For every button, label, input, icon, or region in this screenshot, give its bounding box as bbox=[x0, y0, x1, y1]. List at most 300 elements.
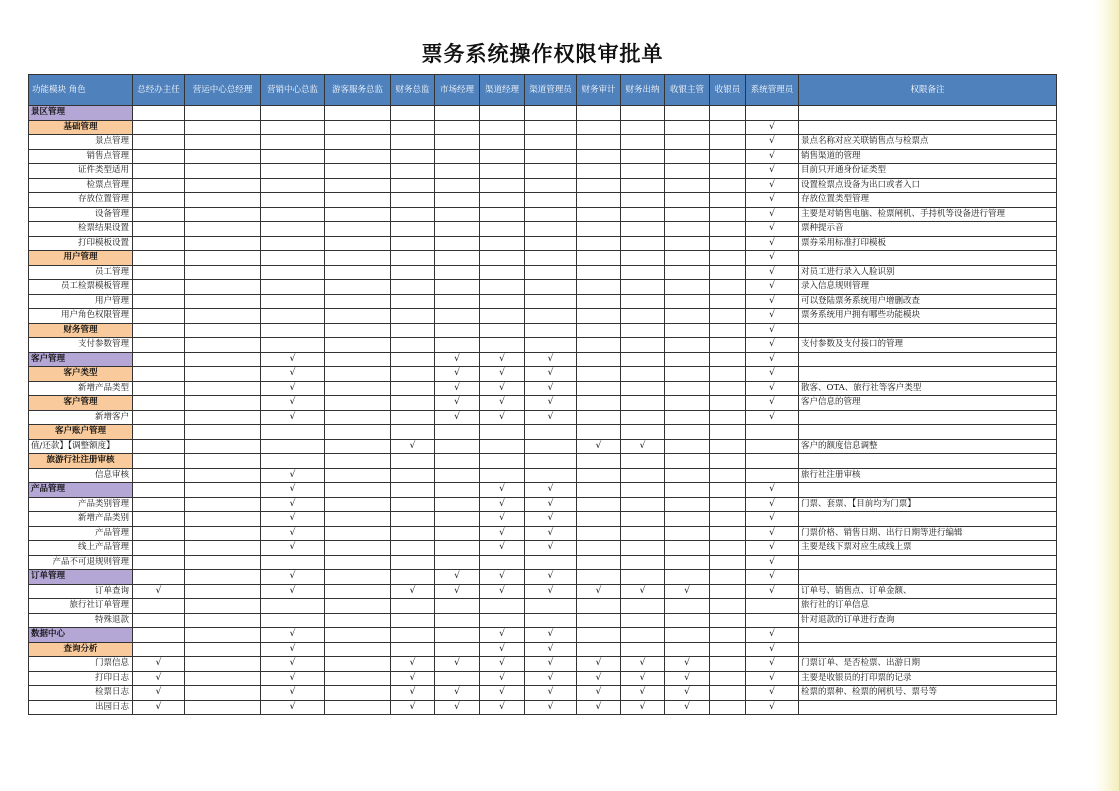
permission-cell bbox=[710, 700, 746, 715]
permission-cell bbox=[577, 454, 621, 469]
permission-cell: √ bbox=[480, 367, 525, 382]
permission-cell bbox=[525, 294, 577, 309]
permission-cell bbox=[665, 352, 710, 367]
permission-cell bbox=[710, 236, 746, 251]
permission-cell bbox=[710, 526, 746, 541]
permission-cell bbox=[710, 338, 746, 353]
permission-cell bbox=[480, 280, 525, 295]
column-header: 财务出纳 bbox=[621, 75, 665, 106]
permission-cell bbox=[577, 251, 621, 266]
permission-cell bbox=[325, 483, 391, 498]
permission-cell bbox=[480, 207, 525, 222]
permission-cell bbox=[525, 338, 577, 353]
permission-cell bbox=[261, 106, 325, 121]
permission-cell bbox=[391, 178, 435, 193]
permission-note-cell bbox=[799, 570, 1057, 585]
permission-cell bbox=[577, 120, 621, 135]
permission-cell: √ bbox=[525, 570, 577, 585]
permission-cell bbox=[621, 642, 665, 657]
function-name-cell: 新增产品类别 bbox=[29, 512, 133, 527]
permission-cell: √ bbox=[746, 135, 799, 150]
permission-cell: √ bbox=[746, 483, 799, 498]
permission-cell bbox=[621, 265, 665, 280]
permission-note-cell bbox=[799, 454, 1057, 469]
permission-cell bbox=[261, 439, 325, 454]
permission-cell bbox=[525, 178, 577, 193]
function-name-cell: 景点管理 bbox=[29, 135, 133, 150]
permission-cell bbox=[325, 439, 391, 454]
permission-cell: √ bbox=[525, 367, 577, 382]
table-row bbox=[29, 207, 1057, 222]
permission-cell bbox=[710, 164, 746, 179]
permission-cell bbox=[577, 483, 621, 498]
permission-cell bbox=[435, 280, 480, 295]
permission-cell bbox=[621, 120, 665, 135]
permission-note-cell bbox=[799, 410, 1057, 425]
permission-cell bbox=[325, 106, 391, 121]
permission-cell bbox=[391, 352, 435, 367]
permission-cell: √ bbox=[577, 657, 621, 672]
permission-cell bbox=[325, 599, 391, 614]
permission-cell bbox=[577, 541, 621, 556]
permission-cell bbox=[325, 367, 391, 382]
permission-note-cell: 检票的票种、检票的闸机号、票号等 bbox=[799, 686, 1057, 701]
permission-cell bbox=[185, 483, 261, 498]
permission-cell bbox=[391, 381, 435, 396]
table-row bbox=[29, 497, 1057, 512]
permission-cell bbox=[577, 367, 621, 382]
permission-cell bbox=[577, 468, 621, 483]
permission-cell: √ bbox=[621, 584, 665, 599]
permission-cell bbox=[710, 294, 746, 309]
permission-cell: √ bbox=[435, 584, 480, 599]
permission-cell: √ bbox=[746, 207, 799, 222]
permission-cell bbox=[577, 599, 621, 614]
table-row bbox=[29, 454, 1057, 469]
permission-cell bbox=[391, 164, 435, 179]
permission-cell bbox=[185, 526, 261, 541]
permission-cell bbox=[185, 149, 261, 164]
permission-cell bbox=[261, 280, 325, 295]
permission-cell bbox=[665, 251, 710, 266]
function-name-cell: 特殊退款 bbox=[29, 613, 133, 628]
permission-cell bbox=[325, 120, 391, 135]
permission-note-cell: 旅行社注册审核 bbox=[799, 468, 1057, 483]
permission-cell bbox=[710, 628, 746, 643]
permission-cell bbox=[185, 410, 261, 425]
permission-cell: √ bbox=[621, 657, 665, 672]
permission-cell bbox=[185, 700, 261, 715]
function-name-cell: 客户管理 bbox=[29, 396, 133, 411]
permission-cell bbox=[621, 599, 665, 614]
function-name-cell: 订单查询 bbox=[29, 584, 133, 599]
permission-cell bbox=[391, 367, 435, 382]
permission-cell bbox=[261, 164, 325, 179]
function-name-cell: 信息审核 bbox=[29, 468, 133, 483]
permission-cell bbox=[577, 642, 621, 657]
permission-cell bbox=[480, 135, 525, 150]
permission-cell bbox=[261, 207, 325, 222]
table-row bbox=[29, 526, 1057, 541]
permission-cell bbox=[710, 425, 746, 440]
permission-cell bbox=[710, 178, 746, 193]
permission-cell bbox=[185, 584, 261, 599]
function-name-cell: 基础管理 bbox=[29, 120, 133, 135]
permission-cell bbox=[435, 178, 480, 193]
permission-cell: √ bbox=[746, 570, 799, 585]
table-row bbox=[29, 193, 1057, 208]
permission-cell bbox=[480, 613, 525, 628]
permission-cell bbox=[325, 381, 391, 396]
permission-cell bbox=[325, 280, 391, 295]
permission-note-cell: 票务系统用户拥有哪些功能模块 bbox=[799, 309, 1057, 324]
permission-note-cell bbox=[799, 367, 1057, 382]
column-header: 营运中心总经理 bbox=[185, 75, 261, 106]
table-row bbox=[29, 700, 1057, 715]
permission-cell bbox=[185, 309, 261, 324]
permission-cell: √ bbox=[480, 396, 525, 411]
permission-cell bbox=[133, 265, 185, 280]
permission-cell: √ bbox=[746, 526, 799, 541]
permission-note-cell: 主要是收银员的打印票的记录 bbox=[799, 671, 1057, 686]
permission-cell: √ bbox=[746, 149, 799, 164]
table-body bbox=[29, 106, 1057, 715]
permission-cell bbox=[710, 149, 746, 164]
permission-cell bbox=[577, 570, 621, 585]
permission-cell bbox=[710, 120, 746, 135]
permission-cell bbox=[391, 309, 435, 324]
permission-cell: √ bbox=[261, 497, 325, 512]
permission-cell: √ bbox=[480, 686, 525, 701]
permission-cell bbox=[435, 164, 480, 179]
permission-cell bbox=[391, 454, 435, 469]
permission-cell bbox=[665, 381, 710, 396]
permission-cell bbox=[133, 526, 185, 541]
permission-cell bbox=[185, 613, 261, 628]
permission-cell bbox=[325, 570, 391, 585]
permission-cell bbox=[710, 367, 746, 382]
permission-cell: √ bbox=[480, 584, 525, 599]
function-name-cell: 打印模板设置 bbox=[29, 236, 133, 251]
permission-cell: √ bbox=[665, 657, 710, 672]
permission-cell bbox=[185, 686, 261, 701]
permission-cell: √ bbox=[577, 686, 621, 701]
permission-cell bbox=[133, 555, 185, 570]
column-header: 营销中心总监 bbox=[261, 75, 325, 106]
permission-cell bbox=[621, 149, 665, 164]
permission-cell bbox=[185, 207, 261, 222]
permission-cell: √ bbox=[261, 483, 325, 498]
permission-cell bbox=[577, 265, 621, 280]
permission-cell: √ bbox=[525, 381, 577, 396]
permission-cell bbox=[185, 570, 261, 585]
permission-cell bbox=[710, 396, 746, 411]
permission-cell bbox=[525, 135, 577, 150]
permission-cell bbox=[480, 178, 525, 193]
permission-cell bbox=[665, 468, 710, 483]
permission-cell: √ bbox=[746, 396, 799, 411]
permission-cell bbox=[325, 251, 391, 266]
table-row bbox=[29, 599, 1057, 614]
table-row bbox=[29, 309, 1057, 324]
permission-cell bbox=[480, 265, 525, 280]
permission-cell: √ bbox=[525, 497, 577, 512]
permission-cell bbox=[621, 497, 665, 512]
permission-cell bbox=[710, 207, 746, 222]
permission-cell bbox=[435, 193, 480, 208]
permission-cell bbox=[621, 367, 665, 382]
table-row bbox=[29, 671, 1057, 686]
permission-cell bbox=[133, 483, 185, 498]
permission-cell bbox=[185, 193, 261, 208]
permission-note-cell bbox=[799, 642, 1057, 657]
permission-cell: √ bbox=[435, 570, 480, 585]
permission-cell bbox=[185, 106, 261, 121]
permission-note-cell: 设置检票点设备为出口或者入口 bbox=[799, 178, 1057, 193]
permission-cell bbox=[391, 570, 435, 585]
permission-cell bbox=[665, 367, 710, 382]
permission-cell bbox=[325, 584, 391, 599]
permission-cell bbox=[325, 454, 391, 469]
permission-cell bbox=[133, 323, 185, 338]
permission-cell: √ bbox=[261, 512, 325, 527]
table-row bbox=[29, 541, 1057, 556]
permission-cell bbox=[480, 468, 525, 483]
table-row bbox=[29, 120, 1057, 135]
permission-cell bbox=[577, 555, 621, 570]
permission-cell: √ bbox=[746, 410, 799, 425]
permission-cell bbox=[577, 178, 621, 193]
header-row bbox=[29, 75, 1057, 106]
permission-cell bbox=[133, 251, 185, 266]
permission-cell bbox=[710, 584, 746, 599]
permission-cell bbox=[710, 352, 746, 367]
permission-cell bbox=[325, 149, 391, 164]
column-header: 总经办主任 bbox=[133, 75, 185, 106]
permission-cell bbox=[325, 628, 391, 643]
permission-cell bbox=[710, 410, 746, 425]
permission-cell: √ bbox=[435, 700, 480, 715]
permission-note-cell: 订单号、销售点、订单金额、 bbox=[799, 584, 1057, 599]
permission-cell bbox=[621, 570, 665, 585]
permission-cell: √ bbox=[746, 178, 799, 193]
permission-cell: √ bbox=[391, 700, 435, 715]
permission-cell bbox=[185, 599, 261, 614]
permission-cell: √ bbox=[746, 512, 799, 527]
permission-cell bbox=[577, 512, 621, 527]
permission-cell bbox=[746, 613, 799, 628]
function-name-cell: 销售点管理 bbox=[29, 149, 133, 164]
column-header: 收银主管 bbox=[665, 75, 710, 106]
permission-cell bbox=[746, 468, 799, 483]
permission-cell bbox=[621, 396, 665, 411]
permission-note-cell: 旅行社的订单信息 bbox=[799, 599, 1057, 614]
function-name-cell: 查询分析 bbox=[29, 642, 133, 657]
permission-note-cell: 散客、OTA、旅行社等客户类型 bbox=[799, 381, 1057, 396]
permission-cell bbox=[435, 497, 480, 512]
column-header: 渠道管理员 bbox=[525, 75, 577, 106]
permission-cell bbox=[185, 512, 261, 527]
function-name-cell: 员工管理 bbox=[29, 265, 133, 280]
permission-cell: √ bbox=[665, 671, 710, 686]
permission-cell bbox=[325, 222, 391, 237]
column-header: 财务审计 bbox=[577, 75, 621, 106]
permission-cell: √ bbox=[435, 686, 480, 701]
permission-cell bbox=[710, 642, 746, 657]
table-row bbox=[29, 512, 1057, 527]
table-row bbox=[29, 106, 1057, 121]
permission-cell: √ bbox=[577, 671, 621, 686]
permission-cell bbox=[577, 628, 621, 643]
permission-cell bbox=[665, 497, 710, 512]
permission-cell bbox=[185, 642, 261, 657]
permission-note-cell: 票券采用标准打印模板 bbox=[799, 236, 1057, 251]
permission-cell bbox=[746, 599, 799, 614]
permission-cell: √ bbox=[133, 657, 185, 672]
permission-cell: √ bbox=[435, 352, 480, 367]
permission-cell bbox=[185, 120, 261, 135]
permission-cell bbox=[577, 236, 621, 251]
permission-cell: √ bbox=[525, 700, 577, 715]
permission-cell bbox=[710, 599, 746, 614]
permission-cell: √ bbox=[261, 367, 325, 382]
permission-cell bbox=[261, 193, 325, 208]
permission-cell bbox=[710, 265, 746, 280]
permission-cell bbox=[710, 454, 746, 469]
permission-cell bbox=[185, 323, 261, 338]
permission-cell bbox=[577, 497, 621, 512]
permission-cell: √ bbox=[480, 657, 525, 672]
permission-cell bbox=[621, 468, 665, 483]
permission-cell bbox=[525, 120, 577, 135]
permission-cell bbox=[665, 439, 710, 454]
permission-cell bbox=[185, 555, 261, 570]
function-name-cell: 数据中心 bbox=[29, 628, 133, 643]
permission-cell bbox=[325, 555, 391, 570]
permission-cell bbox=[621, 541, 665, 556]
permission-cell bbox=[577, 352, 621, 367]
permission-cell: √ bbox=[525, 396, 577, 411]
permission-cell bbox=[391, 222, 435, 237]
permission-cell bbox=[525, 439, 577, 454]
permission-cell bbox=[133, 338, 185, 353]
function-name-cell: 产品管理 bbox=[29, 483, 133, 498]
permission-cell: √ bbox=[391, 584, 435, 599]
permission-cell bbox=[435, 265, 480, 280]
permission-cell bbox=[665, 555, 710, 570]
permission-cell bbox=[621, 193, 665, 208]
permission-cell bbox=[710, 381, 746, 396]
permission-cell bbox=[325, 497, 391, 512]
permission-cell: √ bbox=[746, 323, 799, 338]
permission-cell bbox=[435, 323, 480, 338]
permission-cell bbox=[480, 251, 525, 266]
permission-cell bbox=[325, 526, 391, 541]
permission-cell bbox=[325, 164, 391, 179]
permission-cell bbox=[710, 468, 746, 483]
permission-cell: √ bbox=[746, 700, 799, 715]
permission-cell bbox=[665, 106, 710, 121]
permission-note-cell bbox=[799, 483, 1057, 498]
permission-cell: √ bbox=[480, 381, 525, 396]
table-row bbox=[29, 396, 1057, 411]
permission-cell bbox=[665, 323, 710, 338]
table-row bbox=[29, 323, 1057, 338]
permission-cell bbox=[133, 599, 185, 614]
permission-cell: √ bbox=[746, 309, 799, 324]
permission-cell bbox=[435, 135, 480, 150]
permission-cell bbox=[480, 439, 525, 454]
permission-cell bbox=[480, 236, 525, 251]
permission-cell bbox=[261, 309, 325, 324]
permission-cell bbox=[710, 613, 746, 628]
permission-cell bbox=[480, 193, 525, 208]
permission-cell bbox=[525, 106, 577, 121]
permission-cell bbox=[325, 265, 391, 280]
permission-cell: √ bbox=[746, 497, 799, 512]
permission-cell bbox=[435, 338, 480, 353]
column-header: 权限备注 bbox=[799, 75, 1057, 106]
permission-cell bbox=[435, 628, 480, 643]
column-header: 渠道经理 bbox=[480, 75, 525, 106]
permission-cell bbox=[325, 410, 391, 425]
permission-cell bbox=[710, 570, 746, 585]
permission-cell bbox=[621, 251, 665, 266]
permission-cell: √ bbox=[391, 657, 435, 672]
permission-cell bbox=[710, 555, 746, 570]
permission-cell bbox=[665, 454, 710, 469]
permission-cell bbox=[391, 555, 435, 570]
permission-cell: √ bbox=[133, 584, 185, 599]
permission-cell bbox=[325, 352, 391, 367]
permission-cell bbox=[621, 323, 665, 338]
permission-cell bbox=[665, 236, 710, 251]
permission-cell: √ bbox=[480, 541, 525, 556]
permission-cell bbox=[710, 541, 746, 556]
permission-cell bbox=[391, 628, 435, 643]
permission-cell: √ bbox=[261, 541, 325, 556]
permission-cell bbox=[133, 207, 185, 222]
function-name-cell: 检票点管理 bbox=[29, 178, 133, 193]
permission-cell: √ bbox=[746, 120, 799, 135]
permission-cell bbox=[261, 599, 325, 614]
permission-cell bbox=[261, 265, 325, 280]
function-name-cell: 线上产品管理 bbox=[29, 541, 133, 556]
permission-cell bbox=[710, 512, 746, 527]
table-row bbox=[29, 468, 1057, 483]
page-title: 票务系统操作权限审批单 bbox=[421, 41, 664, 66]
permission-cell: √ bbox=[746, 193, 799, 208]
permission-cell bbox=[391, 338, 435, 353]
table-row bbox=[29, 222, 1057, 237]
permission-cell: √ bbox=[665, 686, 710, 701]
permission-cell bbox=[577, 193, 621, 208]
permission-note-cell: 可以登陆票务系统用户增删改查 bbox=[799, 294, 1057, 309]
table-row bbox=[29, 294, 1057, 309]
permission-cell bbox=[746, 454, 799, 469]
table-row bbox=[29, 367, 1057, 382]
permission-cell bbox=[261, 149, 325, 164]
function-name-cell: 新增产品类型 bbox=[29, 381, 133, 396]
permission-cell bbox=[185, 497, 261, 512]
permission-cell bbox=[710, 193, 746, 208]
permission-cell bbox=[133, 512, 185, 527]
column-header: 游客服务总监 bbox=[325, 75, 391, 106]
permission-cell bbox=[325, 178, 391, 193]
permission-cell bbox=[621, 135, 665, 150]
permission-table bbox=[28, 74, 1057, 715]
permission-cell: √ bbox=[261, 686, 325, 701]
